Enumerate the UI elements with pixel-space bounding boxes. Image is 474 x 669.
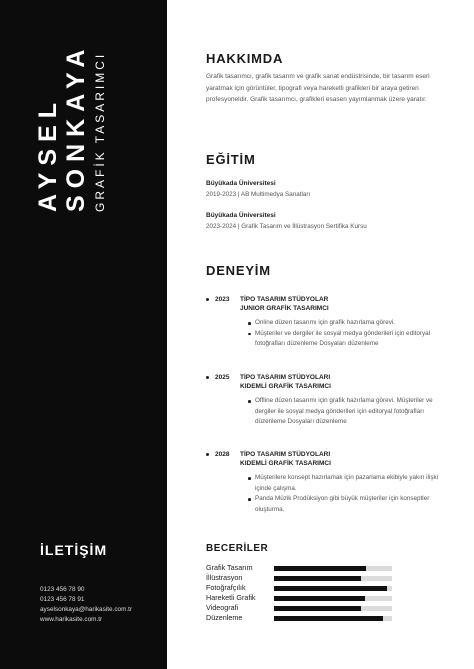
experience-header [206, 451, 446, 471]
experience-item [206, 451, 446, 514]
skill-name: İllüstrasyon [206, 573, 243, 582]
skill-bar [274, 586, 392, 591]
experience-year: 2028 [215, 451, 230, 458]
bullet-icon [248, 400, 251, 403]
contact-phone-2: 0123 456 78 91 [40, 596, 85, 603]
skill-name: Fotoğrafçılık [206, 583, 246, 592]
about-text: Grafik tasarımcı, grafik tasarım ve grafik sanat endüstrisinde, bir tasarım eseri yaratmak için görüntüler, tipografi veya hareketli grafikleri bir araya getiren profesyoneldir. Grafik tasarımcı, grafikleri esasen yayımlanmak üzere yaratır. [206, 73, 430, 103]
sidebar [0, 0, 167, 669]
experience-item [206, 374, 446, 426]
contact-email[interactable]: ayselsonkaya@harikasite.com.tr [40, 606, 133, 613]
duty-item [248, 329, 452, 350]
experience-position: KIDEMLİ GRAFİK TASARIMCI [240, 460, 331, 467]
skill-bar-fill [274, 616, 383, 621]
skill-row [206, 563, 392, 573]
experience-company: TİPO TASARIM STÜDYOLARI [240, 374, 331, 381]
experience-header [206, 296, 446, 316]
skill-row [206, 603, 392, 613]
experience-header [206, 374, 446, 394]
skill-bar-fill [274, 606, 361, 611]
experience-year: 2025 [215, 374, 230, 381]
duty-text: Müşterilere konsept hazırlamak için pazarlama ekibiyle yakın ilişki içinde çalışma. [255, 474, 439, 492]
skill-name: Grafik Tasarım [206, 563, 253, 572]
duty-item [248, 396, 452, 428]
experience-company: TİPO TASARIM STÜDYOLARI [240, 451, 331, 458]
bullet-icon [206, 453, 209, 456]
skill-row [206, 573, 392, 583]
bullet-icon [248, 322, 251, 325]
contact-website[interactable]: www.harikasite.com.tr [40, 616, 103, 623]
skills-title: BECERİLER [206, 543, 269, 554]
experience-duties [248, 473, 452, 516]
skill-row [206, 593, 392, 603]
experience-item [206, 296, 446, 348]
experience-position: JUNIOR GRAFİK TASARIMCI [240, 305, 329, 312]
bullet-icon [206, 376, 209, 379]
duty-text: Panda Müzik Prodüksiyon gibi büyük müşteriler için konseptler oluşturma. [255, 495, 430, 514]
experience-duties [248, 396, 452, 428]
duty-text: Online düzen tasarımı için grafik hazırlama görevi. [255, 319, 395, 326]
contact-phone-1: 0123 456 78 90 [40, 586, 85, 593]
skill-name: Videografi [206, 603, 239, 612]
skill-bar [274, 596, 392, 601]
about-title: HAKKIMDA [206, 51, 284, 66]
duty-text: Müşteriler ve dergiler ile sosyal medya gönderileri için editoryal fotoğrafları düzenleme Dosyaları düzenleme [255, 329, 430, 348]
skill-bar-fill [274, 596, 365, 601]
skill-bar-fill [274, 566, 366, 571]
education-school: Büyükada Üniversitesi [206, 180, 276, 187]
first-name: AYSEL [34, 95, 62, 212]
skill-row [206, 583, 392, 593]
skill-bar [274, 606, 392, 611]
experience-position: KIDEMLİ GRAFİK TASARIMCI [240, 383, 331, 390]
duty-text: Offline düzen tasarımı için grafik hazırlama görevi. Müşteriler ve dergiler ile sosyal medya gönderileri için editoryal fotoğrafları düzenleme Dosyaları düzenleme [255, 397, 433, 426]
duty-item [248, 318, 452, 329]
education-detail: 2023-2024 | Grafik Tasarım ve İllüstrasyon Sertifika Kursu [206, 223, 367, 230]
skill-bar [274, 566, 392, 571]
experience-duties [248, 318, 452, 350]
duty-item [248, 473, 452, 494]
experience-title: DENEYİM [206, 263, 271, 278]
experience-company: TİPO TASARIM STÜDYOLAR [240, 296, 329, 303]
duty-item [248, 494, 452, 515]
education-title: EĞİTİM [206, 152, 256, 167]
skill-name: Hareketli Grafik [206, 593, 256, 602]
name-block [34, 22, 124, 212]
skill-bar [274, 576, 392, 581]
bullet-icon [248, 477, 251, 480]
bullet-icon [206, 298, 209, 301]
contact-title: İLETİŞİM [40, 542, 108, 558]
education-detail: 2019-2023 | AB Multimedya Sanatları [206, 191, 311, 198]
education-school: Büyükada Üniversitesi [206, 212, 276, 219]
job-title: GRAFİK TASARIMCI [93, 51, 107, 212]
skill-row [206, 613, 392, 623]
bullet-icon [248, 333, 251, 336]
skill-name: Düzenleme [206, 613, 243, 622]
skill-bar [274, 616, 392, 621]
experience-year: 2023 [215, 296, 230, 303]
last-name: SONKAYA [62, 42, 90, 212]
skill-bar-fill [274, 586, 387, 591]
skill-bar-fill [274, 576, 361, 581]
bullet-icon [248, 498, 251, 501]
